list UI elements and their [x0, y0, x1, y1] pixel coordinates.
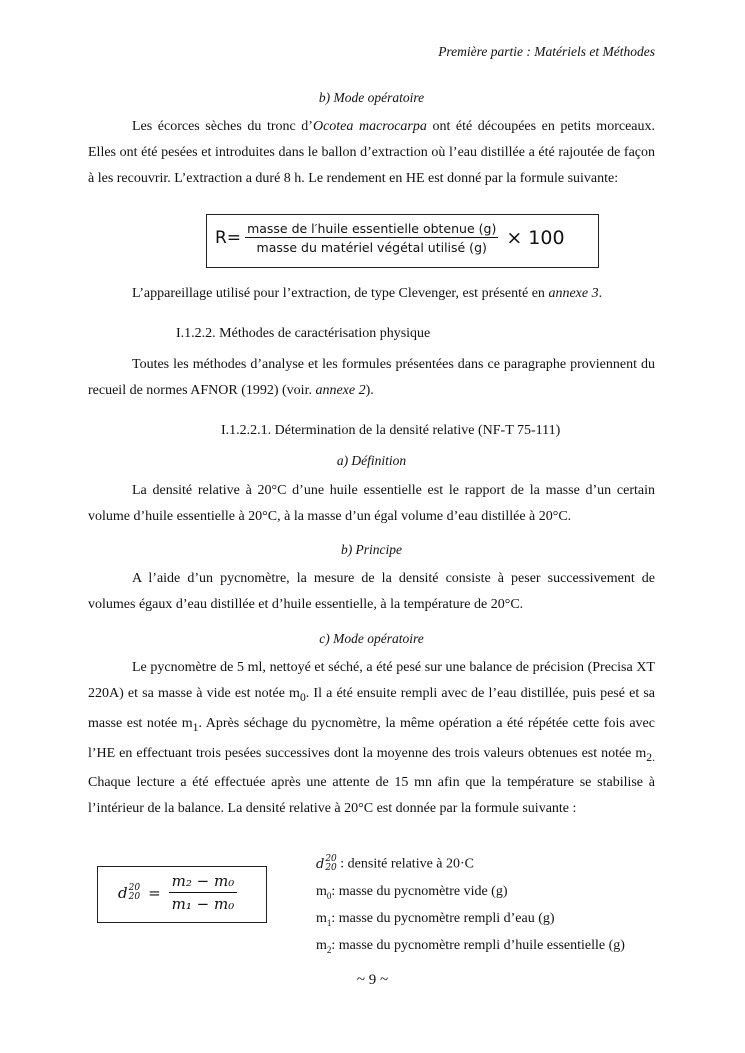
paragraph-afnor: Toutes les méthodes d’analyse et les formules présentées dans ce paragraphe proviennent du recueil de normes AFNOR (1992) (voir. annexe 2). — [88, 357, 655, 398]
annex-ref: annexe 2 — [315, 383, 366, 398]
formula-lhs: R= — [215, 228, 242, 248]
section-heading-1-1-2-2: I.1.2.2. Méthodes de caractérisation physique — [176, 326, 431, 341]
subsection-title-definition: a) Définition — [336, 453, 407, 468]
subsection-title-mode-operatoire-2: c) Mode opératoire — [319, 631, 424, 646]
paragraph-apparatus: L’appareillage utilisé pour l’extraction, de type Clevenger, est présenté en annexe 3. — [132, 286, 603, 301]
subsection-title-mode-operatoire: b) Mode opératoire — [318, 90, 425, 105]
species-name: Ocotea macrocarpa — [312, 119, 427, 134]
legend-m2: $m_2$: masse du pycnomètre rempli d’huile essentielle (g) — [316, 938, 625, 955]
annex-ref: annexe 3 — [548, 286, 599, 301]
yield-formula-box — [206, 214, 599, 268]
paragraph-procedure: Le pycnomètre de 5 ml, nettoyé et séché, a été pesé sur une balance de précision (Precisa XT 220A) et sa masse à vide est notée $m_0$. Il a été ensuite rempli avec de l’eau distillée, puis pesé et sa masse est notée $m_1$. Après séchage du pycnomètre, la même opération a été répétée cette fois avec l’HE en effectuant trois pesées successives dont la moyenne des trois valeurs obtenues est notée $m_{2.}$ Chaque lecture a été effectuée après une attente de 15 mn afin que la température se stabilise à l’intérieur de la balance. La densité relative à 20°C est donnée par la formule suivante : — [88, 660, 656, 817]
density-formula-box — [97, 866, 267, 923]
subsection-title-principe: b) Principe — [340, 542, 403, 557]
paragraph-definition: La densité relative à 20°C d’une huile essentielle est le rapport de la masse d’un certain volume d’huile essentielle à 20°C, à la masse d’un égal volume d’eau distillée à 20°C. — [88, 483, 655, 524]
legend-density: d 20 20 : densité relative à 20·C — [316, 854, 475, 873]
legend-m0: $m_0$: masse du pycnomètre vide (g) — [316, 884, 508, 901]
equals-sign: = — [148, 883, 161, 902]
multiplier: × 100 — [506, 227, 565, 249]
legend-m1: $m_1$: masse du pycnomètre rempli d’eau (g) — [316, 911, 555, 928]
fraction-numerator: masse de l′huile essentielle obtenue (g) — [247, 221, 497, 236]
fraction-denominator: m₁ − m₀ — [171, 895, 235, 913]
density-fraction — [169, 872, 238, 913]
paragraph-extraction: Les écorces sèches du tronc d’Ocotea macrocarpa ont été découpées en petits morceaux. Elles ont été pesées et introduites dans le ballon d’extraction où l’eau distillée a été rajoutée de façon à les recouvrir. L’extraction a duré 8 h. Le rendement en HE est donné par la formule suivante: — [88, 119, 655, 186]
fraction-denominator: masse du matériel végétal utilisé (g) — [256, 240, 487, 255]
yield-fraction — [245, 221, 498, 255]
paragraph-principe: A l’aide d’un pycnomètre, la mesure de la densité consiste à peser successivement de volumes égaux d’eau distillée et d’huile essentielle, à la température de 20°C. — [88, 571, 655, 612]
running-header: Première partie : Matériels et Méthodes — [438, 44, 655, 59]
page-number: ~ 9 ~ — [356, 972, 389, 988]
density-symbol: d 20 20 — [118, 882, 141, 902]
fraction-numerator: m₂ − m₀ — [169, 872, 238, 893]
section-heading-1-1-2-2-1: I.1.2.2.1. Détermination de la densité relative (NF-T 75-111) — [221, 423, 561, 438]
